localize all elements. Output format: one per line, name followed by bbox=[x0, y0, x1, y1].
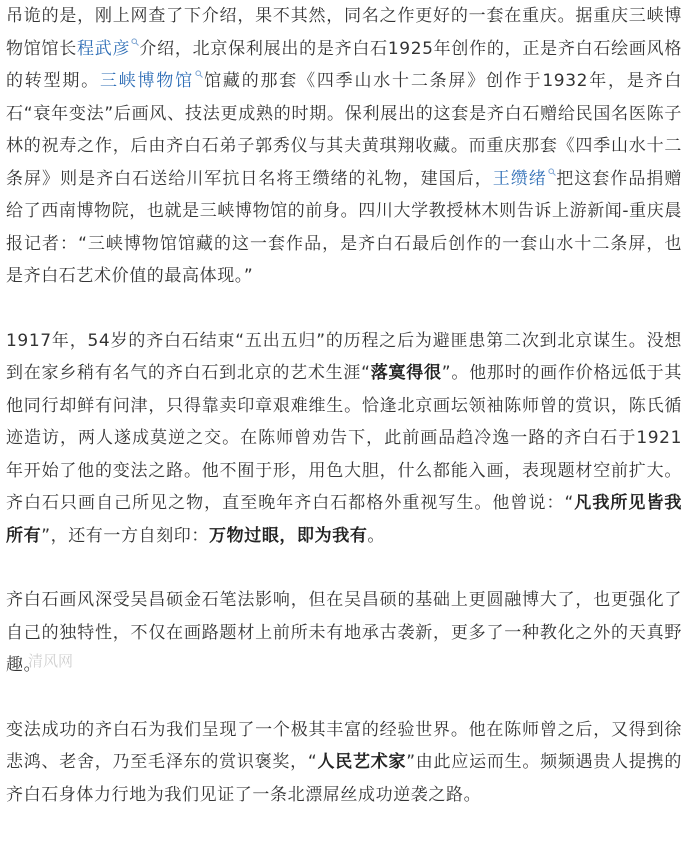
text-segment: 变法成功的齐白石为我们呈现了一个极其丰富的经验世界。他在陈师曾之后，又得到徐悲鸿、老舍，乃至毛泽东的赏识褒奖，“ bbox=[6, 719, 682, 772]
article-body bbox=[6, 0, 682, 843]
bold-phrase: 人民艺术家 bbox=[317, 752, 407, 772]
paragraph-1 bbox=[6, 0, 682, 293]
text-segment: ”。他那时的画作价格远低于其他同行却鲜有问津，只得靠卖印章艰难维生。恰逢北京画坛领袖陈师曾的赏识，陈氏循迹造访，两人遂成莫逆之交。在陈师曾劝告下，此前画品趋冷逸一路的齐白石于1921年开始了他的变法之路。他不囿于形，用色大胆，什么都能入画，表现题材空前扩大。齐白石只画自己所见之物，直至晚年齐白石都格外重视写生。他曾说：“ bbox=[6, 363, 682, 513]
paragraph-2 bbox=[6, 325, 682, 553]
text-segment: ”由此应运而生。频频遇贵人提携的齐白石身体力行地为我们见证了一条北漂屌丝成功逆袭之路。 bbox=[6, 752, 682, 805]
bold-phrase: 凡我所见皆我所有 bbox=[6, 493, 682, 546]
paragraph-4 bbox=[6, 714, 682, 812]
search-icon[interactable] bbox=[131, 38, 139, 46]
text-segment: 吊诡的是，刚上网查了下介绍，果不其然，同名之作更好的一套在重庆。据重庆三峡博物馆馆长 bbox=[6, 6, 682, 59]
bold-phrase: 落寞得很 bbox=[370, 363, 442, 383]
search-icon[interactable] bbox=[195, 70, 203, 78]
link-cheng-wuyan[interactable]: 程武彦 bbox=[77, 38, 131, 59]
text-segment: 1917年，54岁的齐白石结束“五出五归”的历程之后为避匪患第二次到北京谋生。没想到在家乡稍有名气的齐白石到北京的艺术生涯“ bbox=[6, 330, 682, 383]
bold-phrase: 万物过眼，即为我有 bbox=[209, 525, 368, 546]
link-wang-zuanxu[interactable]: 王缵绪 bbox=[492, 168, 547, 189]
paragraph-3 bbox=[6, 584, 682, 682]
text-segment: 。 bbox=[367, 525, 386, 546]
text-segment: 齐白石画风深受吴昌硕金石笔法影响，但在吴昌硕的基础上更圆融博大了，也更强化了自己的独特性，不仅在画路题材上前所未有地承古袭新，更多了一种教化之外的天真野趣。 bbox=[6, 590, 682, 675]
text-segment: 介绍，北京保利展出的是齐白石1925年创作的，正是齐白石绘画风格的转型期。 bbox=[6, 38, 682, 91]
text-segment: 把这套作品捐赠给了西南博物院，也就是三峡博物馆的前身。四川大学教授林木则告诉上游新闻-重庆晨报记者：“三峡博物馆馆藏的这一套作品，是齐白石最后创作的一套山水十二条屏，也是齐白石艺术价值的最高体现。” bbox=[6, 168, 682, 286]
text-segment: ”，还有一方自刻印： bbox=[41, 525, 210, 546]
text-segment: 馆藏的那套《四季山水十二条屏》创作于1932年，是齐白石“衰年变法”后画风、技法更成熟的时期。保利展出的这套是齐白石赠给民国名医陈子林的祝寿之作，后由齐白石弟子郭秀仪与其夫黄琪翔收藏。而重庆那套《四季山水十二条屏》则是齐白石送给川军抗日名将王缵绪的礼物，建国后， bbox=[6, 71, 683, 189]
watermark: 清风网 bbox=[28, 652, 74, 670]
search-icon[interactable] bbox=[548, 168, 556, 176]
link-sanxia-museum[interactable]: 三峡博物馆 bbox=[99, 71, 194, 91]
